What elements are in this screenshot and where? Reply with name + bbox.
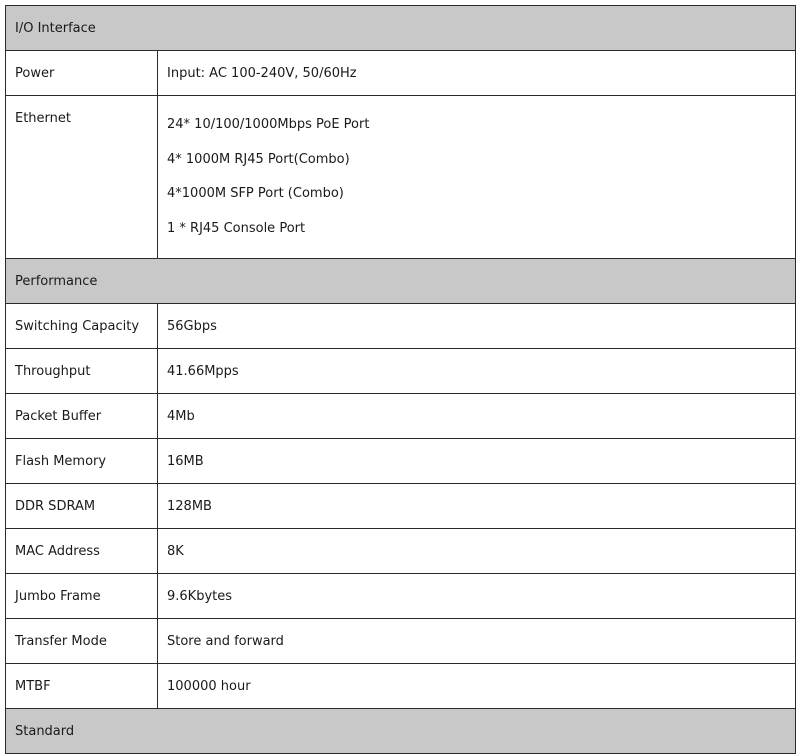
row-label: Packet Buffer (6, 394, 158, 439)
ethernet-port-line: 4*1000M SFP Port (Combo) (167, 186, 344, 201)
section-header-io (6, 6, 796, 51)
row-value: 8K (158, 529, 796, 574)
row-label: DDR SDRAM (6, 484, 158, 529)
table-row (6, 304, 796, 349)
ethernet-port-line: 4* 1000M RJ45 Port(Combo) (167, 151, 350, 167)
row-label: Transfer Mode (6, 619, 158, 664)
row-value: 9.6Kbytes (158, 574, 796, 619)
row-label: Power (6, 51, 158, 96)
table-row (6, 574, 796, 619)
section-header-performance (6, 259, 796, 304)
row-label: Ethernet (6, 96, 158, 259)
row-value: 16MB (158, 439, 796, 484)
table-row (6, 394, 796, 439)
row-value: 128MB (158, 484, 796, 529)
row-label: MTBF (6, 664, 158, 709)
row-label: MAC Address (6, 529, 158, 574)
table-row (6, 439, 796, 484)
ethernet-port-line: 24* 10/100/1000Mbps PoE Port (167, 117, 370, 132)
row-label: Flash Memory (6, 439, 158, 484)
row-value-list (158, 96, 796, 259)
row-label: Throughput (6, 349, 158, 394)
table-row (6, 51, 796, 96)
row-label: Jumbo Frame (6, 574, 158, 619)
row-value: 100000 hour (158, 664, 796, 709)
row-value: 41.66Mpps (158, 349, 796, 394)
section-header-standard (6, 709, 796, 754)
table-row (6, 484, 796, 529)
table-row (6, 529, 796, 574)
spec-table (5, 5, 796, 754)
table-row-ethernet (6, 96, 796, 259)
row-value: Store and forward (158, 619, 796, 664)
row-value: 56Gbps (158, 304, 796, 349)
ethernet-port-line: 1 * RJ45 Console Port (167, 220, 306, 236)
row-value: Input: AC 100-240V, 50/60Hz (158, 51, 796, 96)
section-title: I/O Interface (6, 6, 796, 51)
section-title: Standard (6, 709, 796, 754)
table-row (6, 664, 796, 709)
section-title: Performance (6, 259, 796, 304)
row-value: 4Mb (158, 394, 796, 439)
row-label: Switching Capacity (6, 304, 158, 349)
table-row (6, 619, 796, 664)
table-row (6, 349, 796, 394)
